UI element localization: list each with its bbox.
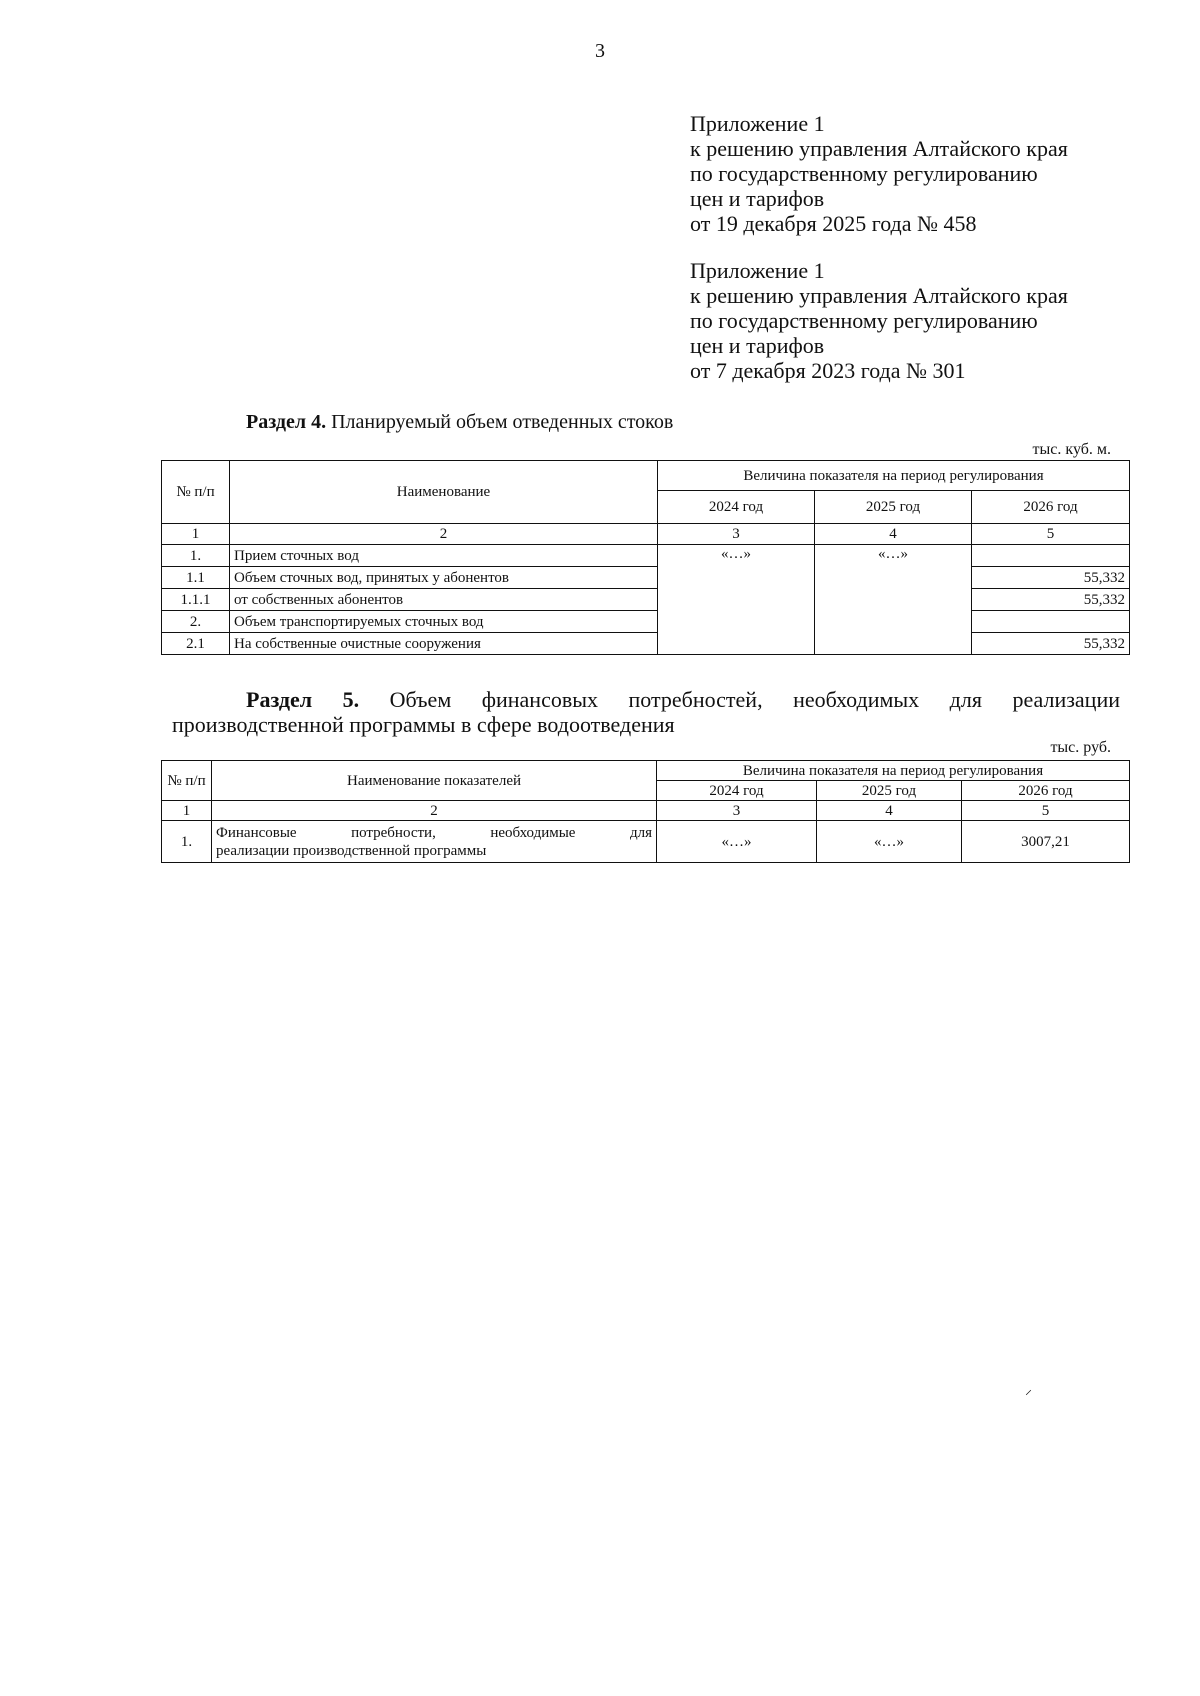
appendix-line: Приложение 1 — [690, 111, 825, 136]
column-numbers-row — [162, 801, 1130, 821]
header-2025: 2025 год — [815, 491, 972, 524]
appendix-block — [690, 111, 1170, 236]
row-name: от собственных абонентов — [230, 589, 658, 611]
row-name: На собственные очистные сооружения — [230, 633, 658, 655]
row-2026-value — [972, 545, 1130, 567]
column-number: 1 — [162, 801, 212, 821]
row-2026-value: 3007,21 — [962, 821, 1130, 863]
section-5-title-line2: производственной программы в сфере водоотведения — [172, 712, 675, 737]
row-name: Объем сточных вод, принятых у абонентов — [230, 567, 658, 589]
header-period: Величина показателя на период регулирования — [658, 461, 1130, 491]
table-row — [162, 611, 1130, 633]
section-5-heading — [172, 687, 1120, 737]
table-row — [162, 633, 1130, 655]
column-number: 4 — [817, 801, 962, 821]
appendix-line: Приложение 1 — [690, 258, 825, 283]
table-row — [162, 567, 1130, 589]
row-2026-value: 55,332 — [972, 633, 1130, 655]
header-name: Наименование показателей — [212, 761, 657, 801]
merged-2025-value: «…» — [815, 545, 972, 655]
section-4-label: Раздел 4. — [246, 411, 327, 433]
column-number: 5 — [972, 524, 1130, 545]
column-number: 3 — [658, 524, 815, 545]
row-num: 1. — [162, 545, 230, 567]
column-number: 5 — [962, 801, 1130, 821]
appendix-line: цен и тарифов — [690, 186, 825, 211]
row-name — [212, 821, 657, 863]
appendix-line: по государственному регулированию — [690, 161, 1038, 186]
section-5-table — [161, 760, 1130, 863]
row-num: 2.1 — [162, 633, 230, 655]
header-num: № п/п — [162, 461, 230, 524]
section-5-title-line1: Объем финансовых потребностей, необходимых для реализации — [389, 687, 1120, 712]
table-row — [162, 589, 1130, 611]
header-period: Величина показателя на период регулирования — [657, 761, 1130, 781]
appendix-line: от 19 декабря 2025 года № 458 — [690, 211, 977, 236]
header-2026: 2026 год — [972, 491, 1130, 524]
appendix-line: к решению управления Алтайского края — [690, 283, 1068, 308]
appendix-line: цен и тарифов — [690, 333, 825, 358]
column-number: 2 — [230, 524, 658, 545]
row-2026-value — [972, 611, 1130, 633]
appendix-block — [690, 258, 1170, 383]
row-2024-value: «…» — [657, 821, 817, 863]
column-numbers-row — [162, 524, 1130, 545]
row-num: 2. — [162, 611, 230, 633]
row-num: 1. — [162, 821, 212, 863]
header-2024: 2024 год — [658, 491, 815, 524]
column-number: 2 — [212, 801, 657, 821]
column-number: 3 — [657, 801, 817, 821]
header-name: Наименование — [230, 461, 658, 524]
header-num: № п/п — [162, 761, 212, 801]
section-4-unit: тыс. куб. м. — [1032, 441, 1111, 458]
section-5-label: Раздел 5. — [246, 687, 360, 712]
column-number: 4 — [815, 524, 972, 545]
appendix-line: по государственному регулированию — [690, 308, 1038, 333]
row-name-line2: реализации производственной программы — [216, 842, 487, 859]
row-name: Прием сточных вод — [230, 545, 658, 567]
section-5-unit: тыс. руб. — [1050, 739, 1111, 756]
merged-2024-value: «…» — [658, 545, 815, 655]
row-2025-value: «…» — [817, 821, 962, 863]
row-num: 1.1 — [162, 567, 230, 589]
header-2026: 2026 год — [962, 781, 1130, 801]
row-name-line1: Финансовые потребности, необходимые для — [216, 824, 652, 841]
section-4-title: Планируемый объем отведенных стоков — [331, 411, 674, 433]
row-num: 1.1.1 — [162, 589, 230, 611]
header-2025: 2025 год — [817, 781, 962, 801]
row-2026-value: 55,332 — [972, 567, 1130, 589]
appendix-line: к решению управления Алтайского края — [690, 136, 1068, 161]
stray-mark: ⸝ — [1025, 1383, 1032, 1398]
row-name: Объем транспортируемых сточных вод — [230, 611, 658, 633]
row-2026-value: 55,332 — [972, 589, 1130, 611]
section-4-heading — [246, 411, 673, 434]
table-row — [162, 545, 1130, 567]
appendix-line: от 7 декабря 2023 года № 301 — [690, 358, 966, 383]
page-number: 3 — [595, 40, 605, 62]
section-4-table — [161, 460, 1130, 655]
header-2024: 2024 год — [657, 781, 817, 801]
column-number: 1 — [162, 524, 230, 545]
table-row — [162, 821, 1130, 863]
